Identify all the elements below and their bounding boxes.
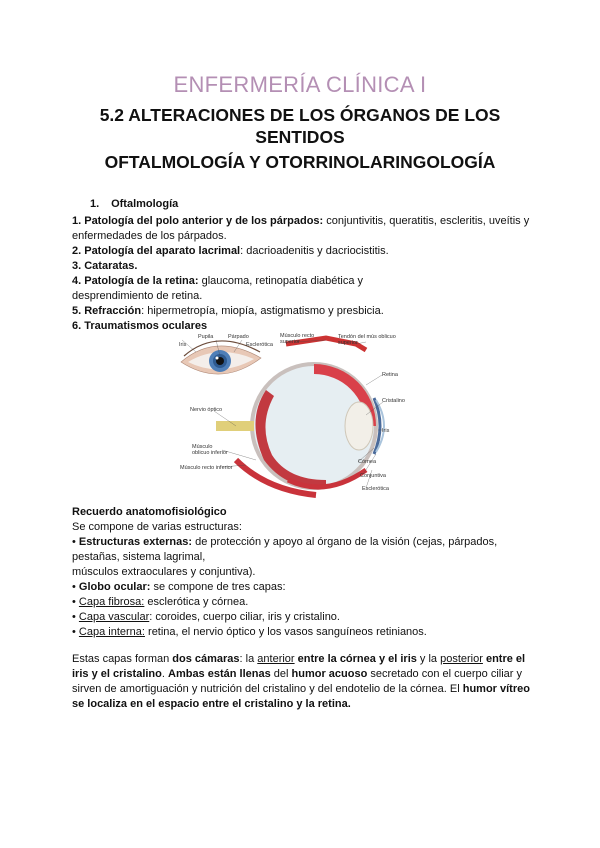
label-esclerotica: Esclerótica [246,342,273,348]
subsection-title: Oftalmología [111,198,179,210]
section-subtitle: 5.2 ALTERACIONES DE LOS ÓRGANOS DE LOS SENTIDOS [99,105,501,147]
eye-anatomy-figure [176,330,416,500]
label-iris: Iris [179,342,187,348]
label-nervio-optico: Nervio óptico [190,407,223,413]
bullet-globo-ocular: • Globo ocular: se compone de tres capas: [72,581,286,593]
chambers-paragraph: Estas capas forman dos cámaras: la anterior entre la córnea y el iris y la posterior entre el iris y el cristalino. Ambas están llenas del humor acuoso secretado con el cuerpo ciliar y sirven de amortiguación y nutrición del cristalino y del endotelio de la córnea. El humor vítreo se localiza en el espacio entre el cristalino y la retina. [72,653,530,710]
bullet-estructuras-externas: • Estructuras externas: de protección y apoyo al órgano de la visión (cejas, párpados, pestañas, sistema lagrimal, [72,536,498,563]
label-pupila: Pupila [198,334,214,340]
label-recto-inferior: Músculo recto inferior [180,465,233,471]
bullet-capa-vascular: • Capa vascular: coroides, cuerpo ciliar, iris y cristalino. [72,611,340,623]
list-item: 1. Patología del polo anterior y de los párpados: conjuntivitis, queratitis, escleritis, uveítis y enfermedades de los párpados. [72,215,530,242]
pathology-list [72,214,532,334]
label-cornea: Córnea [358,459,377,465]
list-item: 4. Patología de la retina: glaucoma, retinopatía diabética y [72,275,364,287]
list-item-continuation: desprendimiento de retina. [72,290,203,302]
label-conjuntiva: Conjuntiva [360,473,386,479]
subsection-number: 1. [90,198,100,210]
recap-heading: Recuerdo anatomofisiológico [72,506,227,518]
list-item: 3. Cataratas. [72,260,138,272]
bullet-continuation: músculos extraoculares y conjuntiva). [72,566,256,578]
anatomy-recap [72,505,534,640]
recap-intro: Se compone de varias estructuras: [72,521,242,533]
bullet-capa-interna: • Capa interna: retina, el nervio óptico y los vasos sanguíneos retinianos. [72,626,427,638]
label-iris-right: Iris [382,428,390,434]
label-musculo-recto-superior: Músculo recto superior [280,333,315,345]
list-item: 5. Refracción: hipermetropía, miopía, astigmatismo y presbicia. [72,305,384,317]
bullet-capa-fibrosa: • Capa fibrosa: esclerótica y córnea. [72,596,249,608]
label-tendon: Tendón del mús oblicuo superior [338,334,396,346]
label-parpado: Párpado [228,334,249,340]
label-retina: Retina [382,372,398,378]
label-esclerotica-2: Esclerótica [362,486,389,492]
label-cristalino: Cristalino [382,398,405,404]
label-oblicuo-inferior: Músculo oblicuo inferior [192,444,228,456]
section-subtitle-2: OFTALMOLOGÍA Y OTORRINOLARINGOLOGÍA [104,152,496,172]
document-title: ENFERMERÍA CLÍNICA I [173,72,427,97]
subsection-heading [90,198,178,210]
list-item: 2. Patología del aparato lacrimal: dacrioadenitis y dacriocistitis. [72,245,389,257]
list-item: 6. Traumatismos oculares [72,320,208,332]
